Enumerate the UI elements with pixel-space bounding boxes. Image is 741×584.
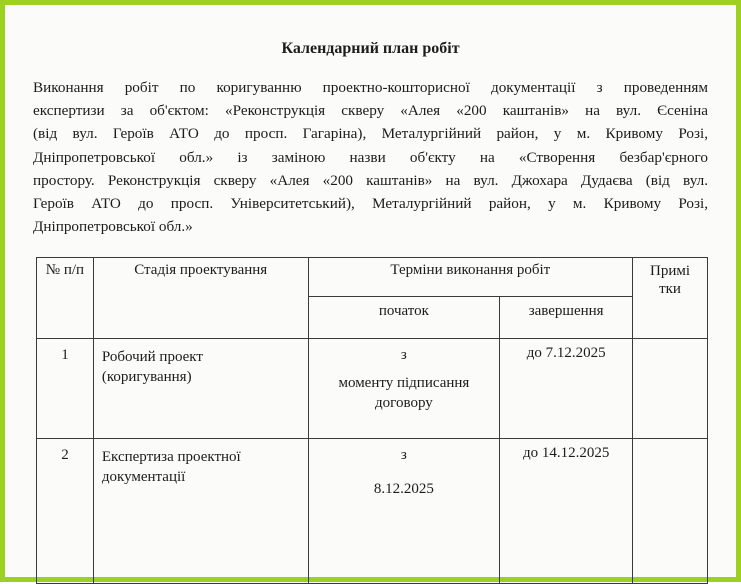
row-stage-line: документації [101,469,186,485]
table-row [37,439,708,584]
header-start: початок [308,297,500,339]
table-header-row [37,258,708,297]
intro-line: Дніпропетровської обл.» із заміною назви об'єкту на «Створення безбар'єрного [33,148,708,166]
header-note-line1: Примі [650,263,691,279]
row-start-line: договору [375,395,433,411]
header-note [633,258,708,339]
row-start [308,339,500,439]
row-stage-line: Експертиза проектної [101,449,241,465]
intro-line: Героїв АТО до просп. Університетський), Металургійний район, у м. Кривому Розі, [33,195,708,213]
table-row [37,339,708,439]
row-end: до 7.12.2025 [500,339,633,439]
row-start-line: 8.12.2025 [373,481,434,497]
row-start [308,439,500,584]
intro-line: Дніпропетровської обл.» [33,218,193,236]
header-stage: Стадія проектування [93,258,308,339]
row-num: 1 [37,339,94,439]
row-start-line: моменту підписання [338,375,470,391]
header-note-line2: тки [659,281,681,297]
intro-paragraph [33,76,708,238]
row-stage [93,339,308,439]
header-num: № п/п [37,258,94,339]
intro-line: Виконання робіт по коригуванню проектно-кошторисної документації з проведенням [33,79,708,96]
row-stage [93,439,308,584]
schedule-table [36,257,708,584]
intro-line: простору. Реконструкція скверу «Алея «200 каштанів» на вул. Джохара Дудаєва (від вул. [33,171,708,189]
row-start-line: з [400,347,407,363]
row-stage-line: Робочий проект [101,349,203,365]
row-stage-line: (коригування) [101,369,192,385]
header-end: завершення [500,297,633,339]
row-end: до 14.12.2025 [500,439,633,584]
document-title: Календарний план робіт [281,40,460,57]
intro-line: (від вул. Героїв АТО до просп. Гагаріна), Металургійний район, у м. Кривому Розі, [33,125,708,143]
row-num: 2 [37,439,94,584]
row-start-line: з [400,447,407,463]
row-note [633,339,708,439]
intro-line: експертизи за об'єктом: «Реконструкція скверу «Алея «200 каштанів» на вул. Єсеніна [33,102,708,120]
header-terms: Терміни виконання робіт [308,258,633,297]
row-note [633,439,708,584]
